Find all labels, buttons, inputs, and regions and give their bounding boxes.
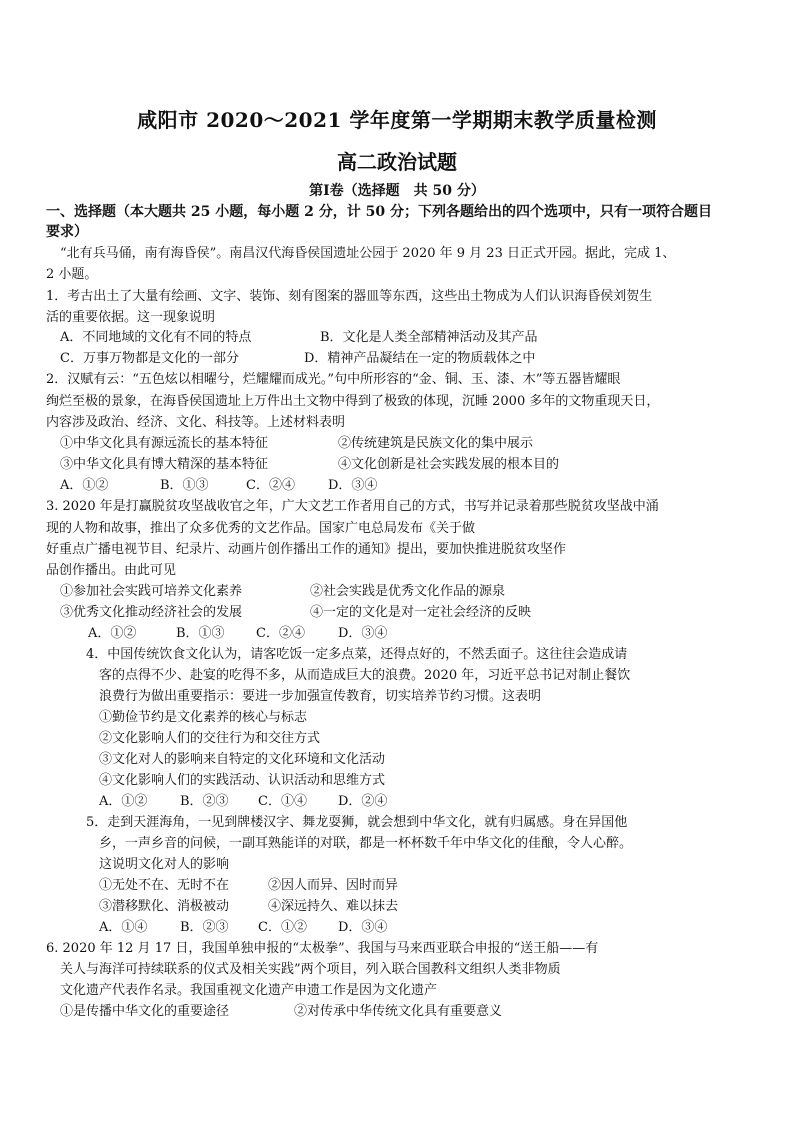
material-intro-line-2: 2 小题。 xyxy=(46,267,98,282)
q5-option-c: C．①② xyxy=(258,920,307,935)
material-intro-line-1: “北有兵马俑，南有海昏侯”。南昌汉代海昏侯国遗址公园于 2020 年 9 月 23 日正式开园。据此，完成 1、 xyxy=(60,246,676,261)
q5-statement-1: ①无处不在、无时不在 xyxy=(99,878,230,893)
q3-option-a: A．①② xyxy=(88,626,137,641)
q4-stem-line-1: 4．中国传统饮食文化认为，请客吃饭一定多点菜，还得点好的，不然丢面子。这往往会造成请 xyxy=(86,647,628,662)
q4-option-c: C．①④ xyxy=(258,794,307,809)
q3-statement-4: ④一定的文化是对一定社会经济的反映 xyxy=(310,605,532,620)
q3-option-c: C．②④ xyxy=(256,626,305,641)
q4-statement-1: ①勤俭节约是文化素养的核心与标志 xyxy=(99,710,308,725)
q1-option-d: D．精神产品凝结在一定的物质载体之中 xyxy=(304,351,536,366)
q4-statement-2: ②文化影响人们的交往行为和交往方式 xyxy=(99,731,321,746)
q3-stem-line-1: 3. 2020 年是打赢脱贫攻坚战收官之年，广大文艺工作者用自己的方式，书写并记录着那些脱贫攻坚战中涌 xyxy=(46,499,659,514)
q4-statement-4: ④文化影响人们的实践活动、认识活动和思维方式 xyxy=(99,773,386,788)
exam-title: 咸阳市 2020～2021 学年度第一学期期末教学质量检测 xyxy=(137,108,657,132)
q2-statement-3: ③中华文化具有博大精深的基本特征 xyxy=(60,457,269,472)
q2-statement-1: ①中华文化具有源远流长的基本特征 xyxy=(60,436,269,451)
q2-statement-4: ④文化创新是社会实践发展的根本目的 xyxy=(338,457,560,472)
q2-option-c: C．②④ xyxy=(246,478,295,493)
q2-stem-line-2: 绚烂至极的景象，在海昏侯国遗址上万件出土文物中得到了极致的体现，沉睡 2000 多年的文物重现天日， xyxy=(46,394,660,409)
q3-stem-line-2: 现的人物和故事，推出了众多优秀的文艺作品。国家广电总局发布《关于做 xyxy=(46,521,476,536)
q5-stem-line-2: 乡，一声乡音的问候，一副耳熟能详的对联，都是一杯杯数千年中华文化的佳酿，令人心醉。 xyxy=(99,836,633,851)
q4-option-d: D．②④ xyxy=(338,794,388,809)
q2-option-a: A．①② xyxy=(60,478,109,493)
exam-subtitle: 高二政治试题 xyxy=(337,150,457,174)
q2-option-d: D．③④ xyxy=(328,478,378,493)
q1-option-a: A．不同地域的文化有不同的特点 xyxy=(60,330,252,345)
q6-statement-2: ②对传承中华传统文化具有重要意义 xyxy=(294,1004,503,1019)
q3-stem-line-4: 品创作播出。由此可见 xyxy=(46,563,177,578)
q1-option-c: C．万事万物都是文化的一部分 xyxy=(60,351,239,366)
q2-stem-line-3: 内容涉及政治、经济、文化、科技等。上述材料表明 xyxy=(46,415,346,430)
q4-stem-line-2: 客的点得不少、赴宴的吃得不多，从而造成巨大的浪费。2020 年，习近平总书记对制止餐饮 xyxy=(99,668,631,683)
q3-option-d: D．③④ xyxy=(338,626,388,641)
q3-statement-1: ①参加社会实践可培养文化素养 xyxy=(60,584,243,599)
q5-option-b: B．②③ xyxy=(180,920,229,935)
q5-option-a: A．①④ xyxy=(99,920,148,935)
q5-statement-2: ②因人而异、因时而异 xyxy=(268,878,399,893)
q3-statement-2: ②社会实践是优秀文化作品的源泉 xyxy=(310,584,506,599)
q5-stem-line-1: 5．走到天涯海角，一见到牌楼汉字、舞龙耍狮，就会想到中华文化，就有归属感。身在异国他 xyxy=(86,815,628,830)
q6-stem-line-2: 关人与海洋可持续联系的仪式及相关实践”两个项目，列入联合国教科文组织人类非物质 xyxy=(60,962,561,977)
q3-statement-3: ③优秀文化推动经济社会的发展 xyxy=(60,605,243,620)
q4-statement-3: ③文化对人的影响来自特定的文化环境和文化活动 xyxy=(99,752,386,767)
section-heading: 第Ⅰ卷（选择题 共 50 分） xyxy=(309,183,485,199)
q6-stem-line-1: 6. 2020 年 12 月 17 日，我国单独申报的“太极拳”、我国与马来西亚联合申报的“送王船——有 xyxy=(46,941,599,956)
q5-statement-4: ④深远持久、难以抹去 xyxy=(268,899,399,914)
q5-statement-3: ③潜移默化、消极被动 xyxy=(99,899,230,914)
instructions-line-2: 要求） xyxy=(46,224,88,240)
q2-stem-line-1: 2．汉赋有云：“五色炫以相曜兮，烂耀耀而成光。”句中所形容的“金、铜、玉、漆、木”等五器皆耀眼 xyxy=(46,372,621,387)
q2-statement-2: ②传统建筑是民族文化的集中展示 xyxy=(338,436,534,451)
q5-option-d: D．③④ xyxy=(338,920,388,935)
q4-stem-line-3: 浪费行为做出重要指示：要进一步加强宣传教育，切实培养节约习惯。这表明 xyxy=(99,689,542,704)
q3-option-b: B．①③ xyxy=(176,626,225,641)
q2-option-b: B．①③ xyxy=(160,478,209,493)
instructions-line-1: 一、选择题（本大题共 25 小题，每小题 2 分，计 50 分；下列各题给出的四个选项中，只有一项符合题目 xyxy=(46,204,712,220)
q6-statement-1: ①是传播中华文化的重要途径 xyxy=(60,1004,230,1019)
q3-stem-line-3: 好重点广播电视节目、纪录片、动画片创作播出工作的通知》提出，要加快推进脱贫攻坚作 xyxy=(46,542,567,557)
q5-stem-line-3: 这说明文化对人的影响 xyxy=(99,857,230,872)
q4-option-a: A．①② xyxy=(99,794,148,809)
q1-stem-line-2: 活的重要依据。这一现象说明 xyxy=(46,310,216,325)
q6-stem-line-3: 文化遗产代表作名录。我国重视文化遗产申遗工作是因为文化遗产 xyxy=(60,983,438,998)
q1-option-b: B．文化是人类全部精神活动及其产品 xyxy=(320,330,538,345)
q4-option-b: B．②③ xyxy=(180,794,229,809)
q1-stem-line-1: 1．考古出土了大量有绘画、文字、装饰、刻有图案的器皿等东西，这些出土物成为人们认识海昏侯刘贺生 xyxy=(46,289,653,304)
